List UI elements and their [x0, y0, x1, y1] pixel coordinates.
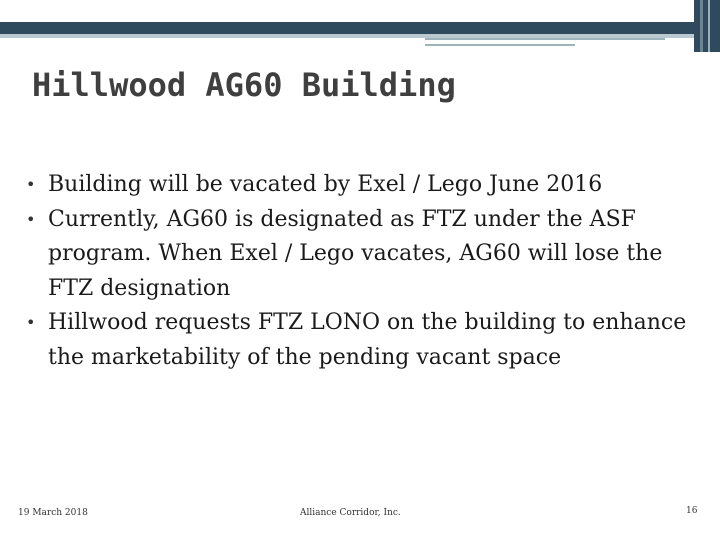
- bullet-item: [26, 168, 706, 203]
- slide-title: Hillwood AG60 Building: [32, 66, 456, 104]
- bullet-item: [26, 306, 706, 375]
- accent-line-short: [425, 44, 575, 46]
- header-band: [0, 22, 720, 34]
- footer-organization: Alliance Corridor, Inc.: [300, 508, 401, 518]
- bullet-text: Hillwood requests FTZ LONO on the building to enhance the marketability of the pending vacant space: [48, 310, 687, 370]
- bullet-icon: •: [26, 175, 36, 194]
- accent-line: [425, 38, 665, 40]
- page-number: 16: [686, 506, 698, 516]
- corner-stripe: [700, 0, 703, 52]
- bullet-text: Currently, AG60 is designated as FTZ under the ASF program. When Exel / Lego vacates, AG60 will lose the FTZ designation: [48, 206, 663, 301]
- bullet-text: Building will be vacated by Exel / Lego June 2016: [48, 172, 603, 197]
- bullet-icon: •: [26, 209, 36, 229]
- bullet-icon: •: [26, 313, 36, 332]
- corner-stripe-light: [708, 0, 710, 52]
- corner-accent: [694, 0, 720, 52]
- bullet-item: [26, 203, 706, 307]
- bullet-list: [26, 168, 706, 375]
- footer-date: 19 March 2018: [18, 508, 88, 518]
